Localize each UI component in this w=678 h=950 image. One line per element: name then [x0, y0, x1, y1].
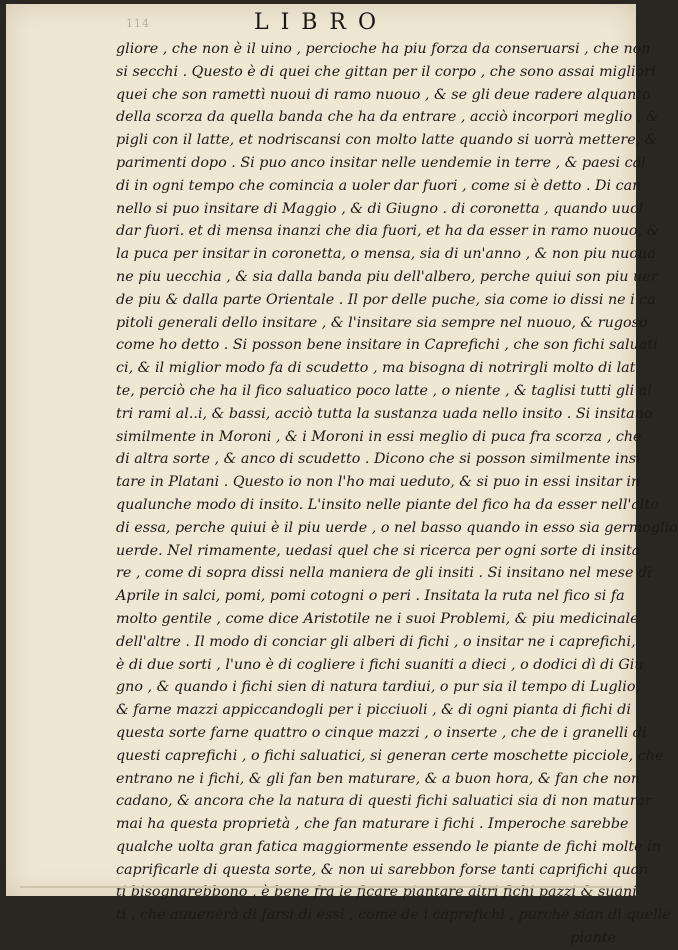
text-line: quei che son ramettì nuoui di ramo nuouo , & se gli deue radere alquanto: [116, 86, 651, 103]
text-line: mai ha questa proprietà , che fan maturare i fichi . Imperoche sarebbe: [116, 816, 629, 833]
text-line: ci, & il miglior modo fa di scudetto , ma bisogna di notrirgli molto di lat: [116, 360, 636, 377]
text-line: gliore , che non è il uino , percioche ha piu forza da conseruarsi , che non: [116, 41, 651, 57]
text-line: della scorza da quella banda che ha da entrare , acciò incorpori meglio , &: [116, 109, 659, 126]
text-line: di essa, perche quiui è il piu uerde , o nel basso quando in esso sia germoglio: [116, 519, 678, 536]
running-header: LIBRO: [253, 10, 389, 35]
text-line: te, perciò che ha il fico saluatico poco latte , o niente , & taglisi tutti gli al: [116, 382, 652, 399]
text-line: si secchi . Questo è di quei che gittan per il corpo , che sono assai migliori: [116, 63, 656, 80]
text-line: molto gentile , come dice Aristotile ne i suoi Problemi, & piu medicinale: [116, 610, 639, 627]
text-line: de piu & dalla parte Orientale . Il por delle puche, sia come io dissi ne i ca: [116, 291, 656, 308]
text-line: è di due sorti , l'uno è di cogliere i fichi suaniti a dieci , o dodici dì di Giu: [116, 656, 644, 673]
text-line: dar fuori. et di mensa inanzi che dia fuori, et ha da esser in ramo nuouo, &: [116, 223, 660, 240]
text-line: gno , & quando i fichi sien di natura tardiui, o pur sia il tempo di Luglio,: [116, 679, 640, 696]
text-line: qualche uolta gran fatica maggiormente essendo le piante de fichi molte in: [116, 838, 661, 855]
text-line: piante: [570, 930, 616, 947]
text-line: questi caprefichi , o fichi saluatici, si generan certe moschette picciole, che: [116, 747, 664, 764]
text-line: & farne mazzi appiccandogli per i picciuoli , & di ogni pianta di fichi di: [116, 702, 631, 719]
text-line: nello si puo insitare di Maggio , & di Giugno . di coronetta , quando uuol: [116, 200, 644, 217]
text-line: come ho detto . Si posson bene insitare in Caprefichi , che son fichi saluati: [116, 337, 658, 354]
text-line: di altra sorte , & anco di scudetto . Dicono che si posson similmente insi: [116, 451, 641, 468]
text-line: pigli con il latte, et nodriscansi con molto latte quando si uorrà mettere, &: [116, 132, 658, 149]
text-line: parimenti dopo . Si puo anco insitar nelle uendemie in terre , & paesi cal: [116, 154, 646, 171]
body-text: [116, 38, 678, 950]
text-line: cadano, & ancora che la natura di questi fichi saluatici sia di non maturar: [116, 793, 652, 810]
text-line: re , come di sopra dissi nella maniera de gli insiti . Si insitano nel mese di: [116, 565, 652, 582]
text-line: ti , che auuenerà di farsi di essi , come de i caprefichi , purche sian di quelle: [116, 907, 671, 924]
text-line: tri rami al..i, & bassi, acciò tutta la sustanza uada nello insito . Si insitano: [116, 405, 653, 422]
text-line: ne piu uecchia , & sia dalla banda piu dell'albero, perche quiui son piu uer: [116, 268, 658, 285]
book-page: [6, 4, 678, 947]
text-line: la puca per insitar in coronetta, o mensa, sia di un'anno , & non piu nuoua: [116, 246, 656, 263]
text-line: ti bisognarebbono , è bene fra le ficare piantare altri fichi pazzi & suani: [116, 884, 637, 901]
text-line: Aprile in salci, pomi, pomi cotogni o peri . Insitata la ruta nel fico si fa: [116, 588, 625, 605]
bottom-rule: [20, 886, 622, 888]
text-line: similmente in Moroni , & i Moroni in essi meglio di puca fra scorza , che: [116, 428, 642, 445]
text-line: questa sorte farne quattro o cinque mazzi , o inserte , che de i granelli di: [116, 724, 647, 741]
text-line: dell'altre . Il modo di conciar gli alberi di fichi , o insitar ne i caprefichi,: [116, 633, 636, 650]
text-line: entrano ne i fichi, & gli fan ben maturare, & a buon hora, & fan che non: [116, 770, 641, 787]
page-number: 114: [126, 17, 150, 30]
text-line: qualunche modo di insito. L'insito nelle piante del fico ha da esser nell'alto: [116, 496, 659, 513]
text-line: tare in Platani . Questo io non l'ho mai ueduto, & si puo in essi insitar in: [116, 474, 641, 491]
text-line: di in ogni tempo che comincia a uoler dar fuori , come si è detto . Di can: [116, 177, 642, 194]
text-line: caprificarle di questa sorte, & non ui sarebbon forse tanti caprifichi quan: [116, 861, 649, 878]
text-line: uerde. Nel rimamente, uedasi quel che si ricerca per ogni sorte di insita: [116, 542, 641, 559]
text-line: pitoli generali dello insitare , & l'insitare sia sempre nel nuouo, & rugoso: [116, 314, 648, 331]
